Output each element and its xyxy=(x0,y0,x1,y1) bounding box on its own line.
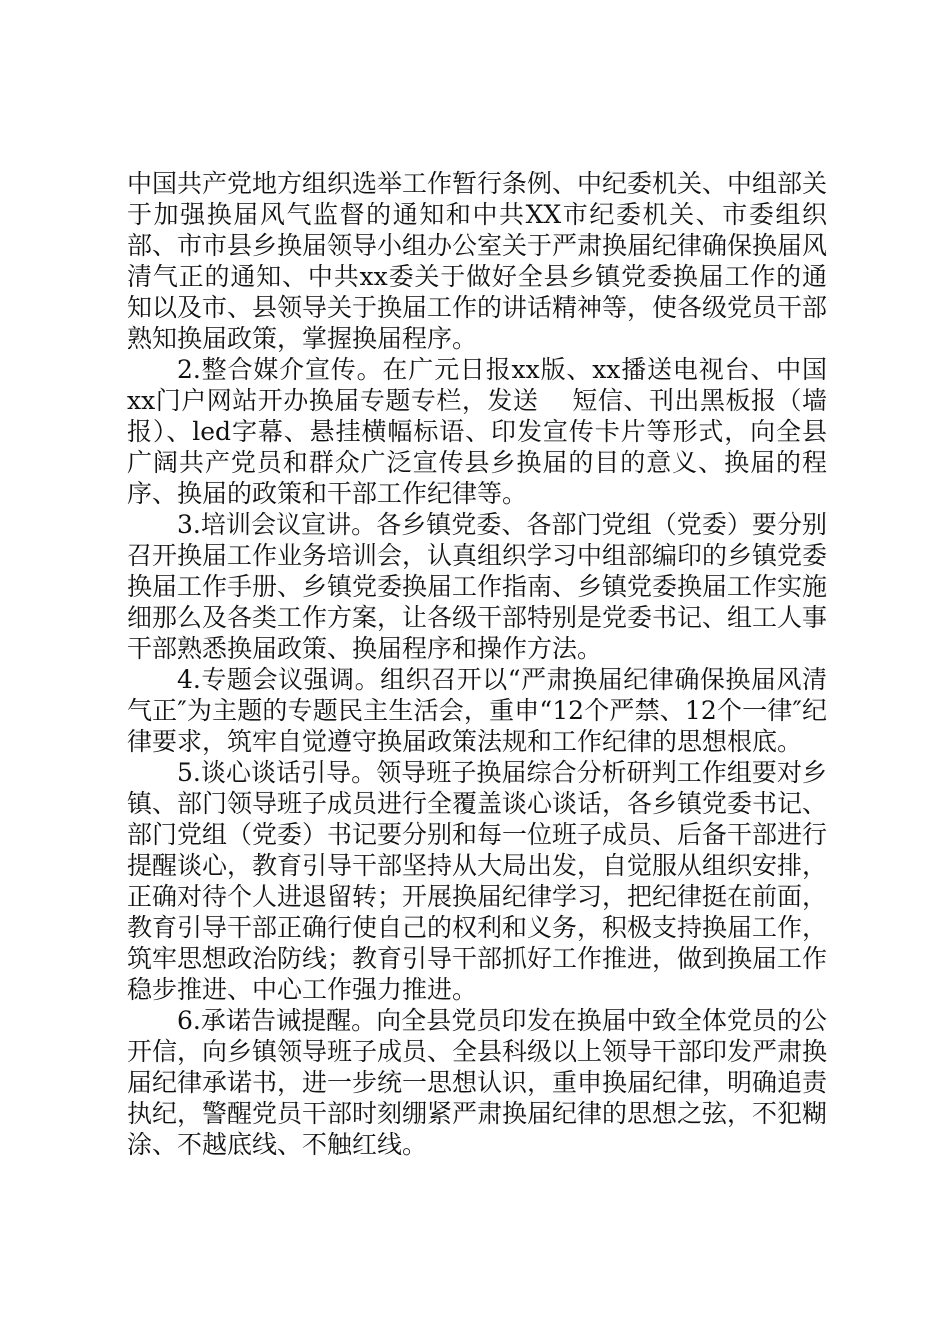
paragraph-item-4: 4.专题会议强调。组织召开以“严肃换届纪律确保换届风清气正″为主题的专题民主生活会，重申“12个严禁、12个一律″纪律要求，筑牢自觉遵守换届政策法规和工作纪律的思想根底。 xyxy=(127,665,827,756)
paragraph-intro-continuation: 中国共产党地方组织选举工作暂行条例、中纪委机关、中组部关于加强换届风气监督的通知和中共XX市纪委机关、市委组织部、市市县乡换届领导小组办公室关于严肃换届纪律确保换届风清气正的通知、中共xx委关于做好全县乡镇党委换届工作的通知以及市、县领导关于换届工作的讲话精神等，使各级党员干部熟知换届政策，掌握换届程序。 xyxy=(127,169,828,353)
document-body xyxy=(127,168,827,1160)
paragraph-item-5: 5.谈心谈话引导。领导班子换届综合分析研判工作组要对乡镇、部门领导班子成员进行全覆盖谈心谈话，各乡镇党委书记、部门党组（党委）书记要分别和每一位班子成员、后备干部进行提醒谈心，教育引导干部坚持从大局出发，自觉服从组织安排，正确对待个人进退留转；开展换届纪律学习，把纪律挺在前面，教育引导干部正确行使自己的权利和义务，积极支持换届工作，筑牢思想政治防线；教育引导干部抓好工作推进，做到换届工作稳步推进、中心工作强力推进。 xyxy=(127,758,828,1004)
paragraph-item-3: 3.培训会议宣讲。各乡镇党委、各部门党组（党委）要分别召开换届工作业务培训会，认真组织学习中组部编印的乡镇党委换届工作手册、乡镇党委换届工作指南、乡镇党委换届工作实施细那么及各类工作方案，让各级干部特别是党委书记、组工人事干部熟悉换届政策、换届程序和操作方法。 xyxy=(127,510,828,663)
paragraph-item-2: 2.整合媒介宣传。在广元日报xx版、xx播送电视台、中国xx门户网站开办换届专题专栏，发送 短信、刊出黑板报（墙报）、led字幕、悬挂横幅标语、印发宣传卡片等形式，向全县广阔共产党员和群众广泛宣传县乡换届的目的意义、换届的程序、换届的政策和干部工作纪律等。 xyxy=(127,355,827,508)
paragraph-item-6: 6.承诺告诫提醒。向全县党员印发在换届中致全体党员的公开信，向乡镇领导班子成员、全县科级以上领导干部印发严肃换届纪律承诺书，进一步统一思想认识，重申换届纪律，明确追责执纪，警醒党员干部时刻绷紧严肃换届纪律的思想之弦，不犯糊涂、不越底线、不触红线。 xyxy=(127,1006,828,1159)
